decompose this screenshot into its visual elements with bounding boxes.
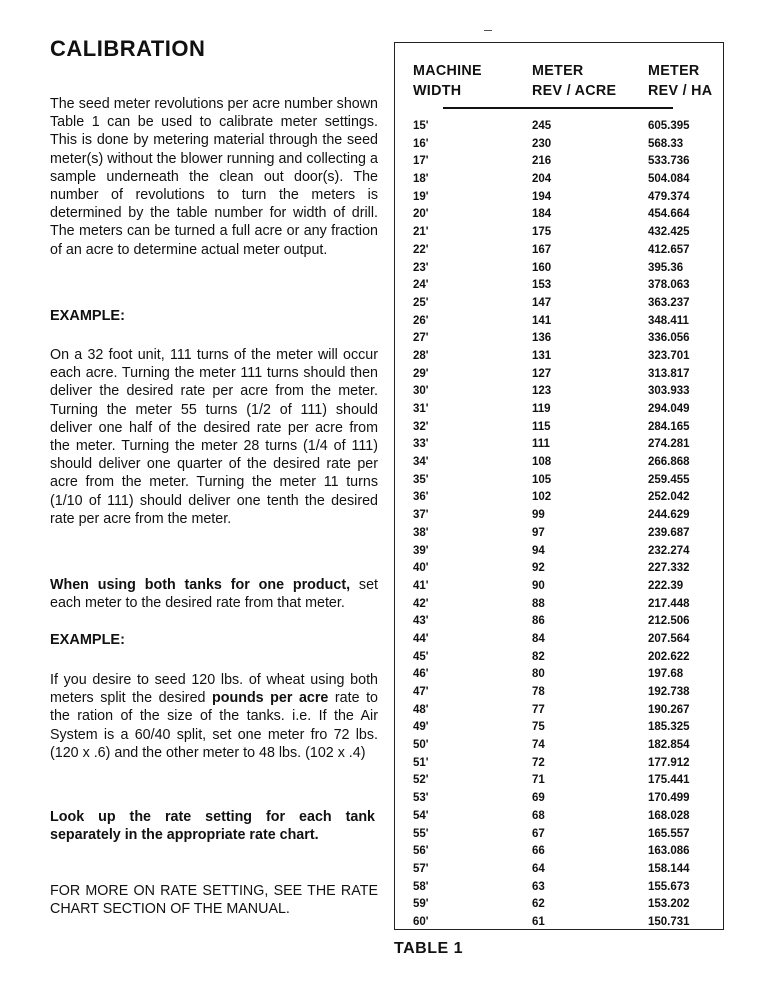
table-row [395, 456, 723, 474]
table-row [395, 173, 723, 191]
rev-ha-cell: 177.912 [648, 756, 690, 769]
rev-ha-cell: 232.274 [648, 544, 690, 557]
table-row [395, 509, 723, 527]
rev-ha-cell: 170.499 [648, 792, 690, 805]
table-row [395, 262, 723, 280]
rev-ha-cell: 192.738 [648, 686, 690, 698]
width-cell: 33' [413, 438, 429, 451]
example-2-bold: pounds per acre [212, 690, 329, 707]
table-row [395, 279, 723, 297]
width-cell: 23' [413, 261, 429, 274]
table-row [395, 297, 723, 315]
rev-ha-cell: 227.332 [648, 562, 690, 575]
rev-acre-cell: 68 [532, 809, 545, 822]
both-tanks-rest: set each meter to the desired rate from that meter. [50, 577, 378, 612]
rev-ha-cell: 363.237 [648, 296, 690, 309]
example-paragraph-2 [50, 671, 378, 762]
rev-ha-cell: 212.506 [648, 615, 690, 628]
example-heading-1: EXAMPLE: [50, 308, 125, 324]
width-cell: 47' [413, 686, 429, 698]
table-row [395, 403, 723, 421]
rev-acre-cell: 77 [532, 703, 545, 716]
rev-ha-cell: 182.854 [648, 739, 690, 752]
table-row [395, 721, 723, 739]
width-cell: 52' [413, 774, 429, 787]
width-cell: 26' [413, 314, 429, 327]
page-title: CALIBRATION [50, 36, 206, 61]
rev-acre-cell: 216 [532, 155, 552, 168]
rev-ha-cell: 266.868 [648, 456, 690, 469]
rev-acre-cell: 131 [532, 349, 552, 362]
rev-acre-cell: 61 [532, 915, 545, 928]
rev-ha-cell: 533.736 [648, 155, 690, 168]
scan-mark [484, 30, 492, 31]
rev-ha-cell: 336.056 [648, 332, 690, 345]
table-caption: TABLE 1 [394, 940, 463, 957]
rev-ha-cell: 605.395 [648, 120, 690, 132]
table-row [395, 491, 723, 509]
rev-ha-cell: 348.411 [648, 314, 689, 327]
rev-acre-cell: 111 [532, 438, 550, 451]
width-cell: 46' [413, 668, 429, 681]
table-row [395, 792, 723, 810]
rev-acre-cell: 99 [532, 509, 545, 522]
table-row [395, 244, 723, 262]
rev-acre-cell: 71 [532, 774, 545, 787]
rev-acre-cell: 147 [532, 296, 552, 309]
width-cell: 32' [413, 420, 429, 433]
table-row [395, 810, 723, 828]
table-row [395, 881, 723, 899]
table-row [395, 615, 723, 633]
table-row [395, 774, 723, 792]
rev-ha-cell: 239.687 [648, 526, 690, 539]
table-row [395, 138, 723, 156]
rev-acre-cell: 78 [532, 686, 545, 698]
rev-ha-cell: 155.673 [648, 880, 690, 893]
rev-acre-cell: 66 [532, 845, 545, 858]
rev-acre-cell: 62 [532, 898, 545, 911]
rev-ha-cell: 378.063 [648, 279, 690, 292]
table-row [395, 368, 723, 386]
rev-ha-cell: 274.281 [648, 438, 690, 451]
width-cell: 19' [413, 190, 429, 203]
rev-acre-cell: 184 [532, 208, 552, 221]
rev-acre-cell: 74 [532, 739, 545, 752]
rev-acre-cell: 64 [532, 862, 545, 875]
width-cell: 36' [413, 491, 429, 504]
rev-acre-cell: 175 [532, 226, 552, 239]
rev-ha-cell: 432.425 [648, 226, 690, 239]
rev-acre-cell: 75 [532, 721, 545, 734]
table-row [395, 315, 723, 333]
rev-ha-cell: 504.084 [648, 173, 690, 186]
rev-ha-cell: 294.049 [648, 403, 690, 415]
table-row [395, 421, 723, 439]
rev-ha-cell: 217.448 [648, 597, 690, 610]
rev-acre-cell: 119 [532, 403, 551, 415]
rev-acre-cell: 90 [532, 579, 545, 592]
width-cell: 60' [413, 915, 429, 928]
width-cell: 51' [413, 756, 429, 769]
table-row [395, 863, 723, 881]
rev-acre-cell: 92 [532, 562, 545, 575]
width-cell: 24' [413, 279, 429, 292]
rev-ha-cell: 568.33 [648, 137, 684, 150]
rev-ha-cell: 150.731 [648, 915, 690, 928]
rev-acre-cell: 102 [532, 491, 552, 504]
rev-acre-cell: 84 [532, 632, 545, 645]
rev-acre-cell: 160 [532, 261, 552, 274]
rev-acre-cell: 97 [532, 526, 545, 539]
rev-acre-cell: 80 [532, 668, 545, 681]
table-row [395, 562, 723, 580]
width-cell: 55' [413, 827, 429, 840]
width-cell: 35' [413, 473, 429, 486]
rev-acre-cell: 167 [532, 243, 552, 256]
table-row [395, 350, 723, 368]
table-row [395, 208, 723, 226]
rev-ha-cell: 153.202 [648, 898, 690, 911]
rev-acre-cell: 153 [532, 279, 552, 292]
rev-acre-cell: 88 [532, 597, 545, 610]
rev-acre-cell: 108 [532, 456, 552, 469]
width-cell: 16' [413, 137, 429, 150]
rev-acre-cell: 245 [532, 120, 552, 132]
rev-acre-cell: 72 [532, 756, 545, 769]
intro-paragraph: The seed meter revolutions per acre number shown Table 1 can be used to calibrate meter settings. This is done by metering material through the seed meter(s) without the blower running and collecting a sample underneath the clean out door(s). The number of revolutions to turn the meters is determined by the table number for width of drill. The meters can be turned a full acre or any fraction of an acre to determine actual meter output. [50, 96, 378, 258]
table-row [395, 332, 723, 350]
width-cell: 59' [413, 898, 429, 911]
width-cell: 43' [413, 615, 429, 628]
width-cell: 28' [413, 349, 429, 362]
rev-ha-cell: 158.144 [648, 862, 690, 875]
rev-ha-cell: 479.374 [648, 190, 690, 203]
rev-acre-cell: 105 [532, 473, 552, 486]
width-cell: 34' [413, 456, 429, 469]
table-row [395, 757, 723, 775]
rev-acre-cell: 82 [532, 650, 545, 663]
rev-acre-cell: 69 [532, 792, 545, 805]
rev-ha-cell: 207.564 [648, 632, 690, 645]
table-row [395, 527, 723, 545]
rev-ha-cell: 202.622 [648, 650, 690, 663]
table-row [395, 385, 723, 403]
rev-ha-cell: 163.086 [648, 845, 690, 858]
header-rule [443, 107, 673, 109]
rev-acre-cell: 204 [532, 173, 552, 186]
rev-acre-cell: 127 [532, 367, 552, 380]
width-cell: 48' [413, 703, 429, 716]
width-cell: 49' [413, 721, 429, 734]
rev-acre-cell: 63 [532, 880, 545, 893]
lookup-paragraph: Look up the rate setting for each tank separately in the appropriate rate chart. [50, 809, 375, 844]
table-row [395, 580, 723, 598]
rev-ha-cell: 259.455 [648, 473, 690, 486]
rev-ha-cell: 244.629 [648, 509, 690, 522]
rev-ha-cell: 190.267 [648, 703, 690, 716]
rev-ha-cell: 323.701 [648, 349, 690, 362]
width-cell: 29' [413, 367, 429, 380]
width-cell: 18' [413, 173, 429, 186]
width-cell: 53' [413, 792, 429, 805]
rev-ha-cell: 252.042 [648, 491, 690, 504]
table-row [395, 828, 723, 846]
width-cell: 58' [413, 880, 429, 893]
width-cell: 25' [413, 296, 429, 309]
table-row [395, 686, 723, 704]
rev-ha-cell: 284.165 [648, 420, 690, 433]
width-cell: 54' [413, 809, 429, 822]
example-heading-2: EXAMPLE: [50, 632, 125, 648]
rev-ha-cell: 454.664 [648, 208, 690, 221]
table-row [395, 474, 723, 492]
rev-ha-cell: 168.028 [648, 809, 690, 822]
rev-ha-cell: 395.36 [648, 261, 684, 274]
width-cell: 20' [413, 208, 429, 221]
example-paragraph-1: On a 32 foot unit, 111 turns of the meter will occur each acre. Turning the meter 111 turns should then deliver the desired rate per acre from the meter. Turning the meter 55 turns (1/2 of 111) should deliver one half of the desired rate per acre from the meter. Turning the meter 28 turns (1/4 of 111) should deliver one quarter of the desired rate per acre from the meter. Turning the meter 11 turns (1/10 of 111) should deliver one tenth the desired rate per acre from the meter. [50, 347, 378, 527]
width-cell: 42' [413, 597, 429, 610]
table-row [395, 438, 723, 456]
width-cell: 44' [413, 632, 429, 645]
width-cell: 21' [413, 226, 429, 239]
width-cell: 31' [413, 403, 429, 415]
rev-acre-cell: 123 [532, 385, 552, 398]
rev-ha-cell: 175.441 [648, 774, 690, 787]
table-row [395, 633, 723, 651]
width-cell: 17' [413, 155, 429, 168]
width-cell: 45' [413, 650, 429, 663]
width-cell: 30' [413, 385, 429, 398]
rev-acre-cell: 115 [532, 420, 551, 433]
table-row [395, 598, 723, 616]
width-cell: 57' [413, 862, 429, 875]
table-body [395, 120, 723, 934]
width-cell: 56' [413, 845, 429, 858]
footer-note: FOR MORE ON RATE SETTING, SEE THE RATE CHART SECTION OF THE MANUAL. [50, 883, 378, 918]
table-row [395, 545, 723, 563]
both-tanks-paragraph [50, 576, 378, 612]
rev-acre-cell: 141 [532, 314, 552, 327]
width-cell: 22' [413, 243, 429, 256]
width-cell: 15' [413, 120, 429, 132]
header-meter-rev-acre: METER REV / ACRE [532, 63, 617, 99]
width-cell: 41' [413, 579, 429, 592]
table-row [395, 120, 723, 138]
both-tanks-bold: When using both tanks for one product, [50, 577, 351, 593]
rev-ha-cell: 412.657 [648, 243, 690, 256]
example-2-part-b: rate to the ration of the size of the tanks. i.e. If the Air System is a 60/40 split, set one meter fro 72 lbs. (120 x .6) and the other meter to 48 lbs. (102 x .4) [50, 690, 378, 761]
rev-acre-cell: 136 [532, 332, 552, 345]
rev-acre-cell: 194 [532, 190, 552, 203]
rev-acre-cell: 94 [532, 544, 545, 557]
rev-ha-cell: 185.325 [648, 721, 690, 734]
rev-ha-cell: 303.933 [648, 385, 690, 398]
rev-acre-cell: 67 [532, 827, 545, 840]
table-row [395, 898, 723, 916]
table-row [395, 704, 723, 722]
table-row [395, 668, 723, 686]
rev-ha-cell: 222.39 [648, 579, 684, 592]
header-meter-rev-ha: METER REV / HA [648, 63, 713, 99]
rev-acre-cell: 86 [532, 615, 545, 628]
rev-ha-cell: 313.817 [648, 367, 690, 380]
rev-acre-cell: 230 [532, 137, 552, 150]
rev-ha-cell: 197.68 [648, 668, 684, 681]
width-cell: 38' [413, 526, 429, 539]
table-row [395, 916, 723, 934]
width-cell: 39' [413, 544, 429, 557]
table-row [395, 739, 723, 757]
rev-ha-cell: 165.557 [648, 827, 690, 840]
example-2-part-a: If you desire to seed 120 lbs. of wheat using both meters split the desired [50, 672, 378, 707]
width-cell: 37' [413, 509, 429, 522]
table-row [395, 226, 723, 244]
calibration-table [394, 42, 724, 930]
table-row [395, 191, 723, 209]
width-cell: 40' [413, 562, 429, 575]
table-row [395, 155, 723, 173]
width-cell: 27' [413, 332, 429, 345]
header-machine-width: MACHINE WIDTH [413, 63, 482, 99]
table-row [395, 651, 723, 669]
width-cell: 50' [413, 739, 429, 752]
table-row [395, 845, 723, 863]
